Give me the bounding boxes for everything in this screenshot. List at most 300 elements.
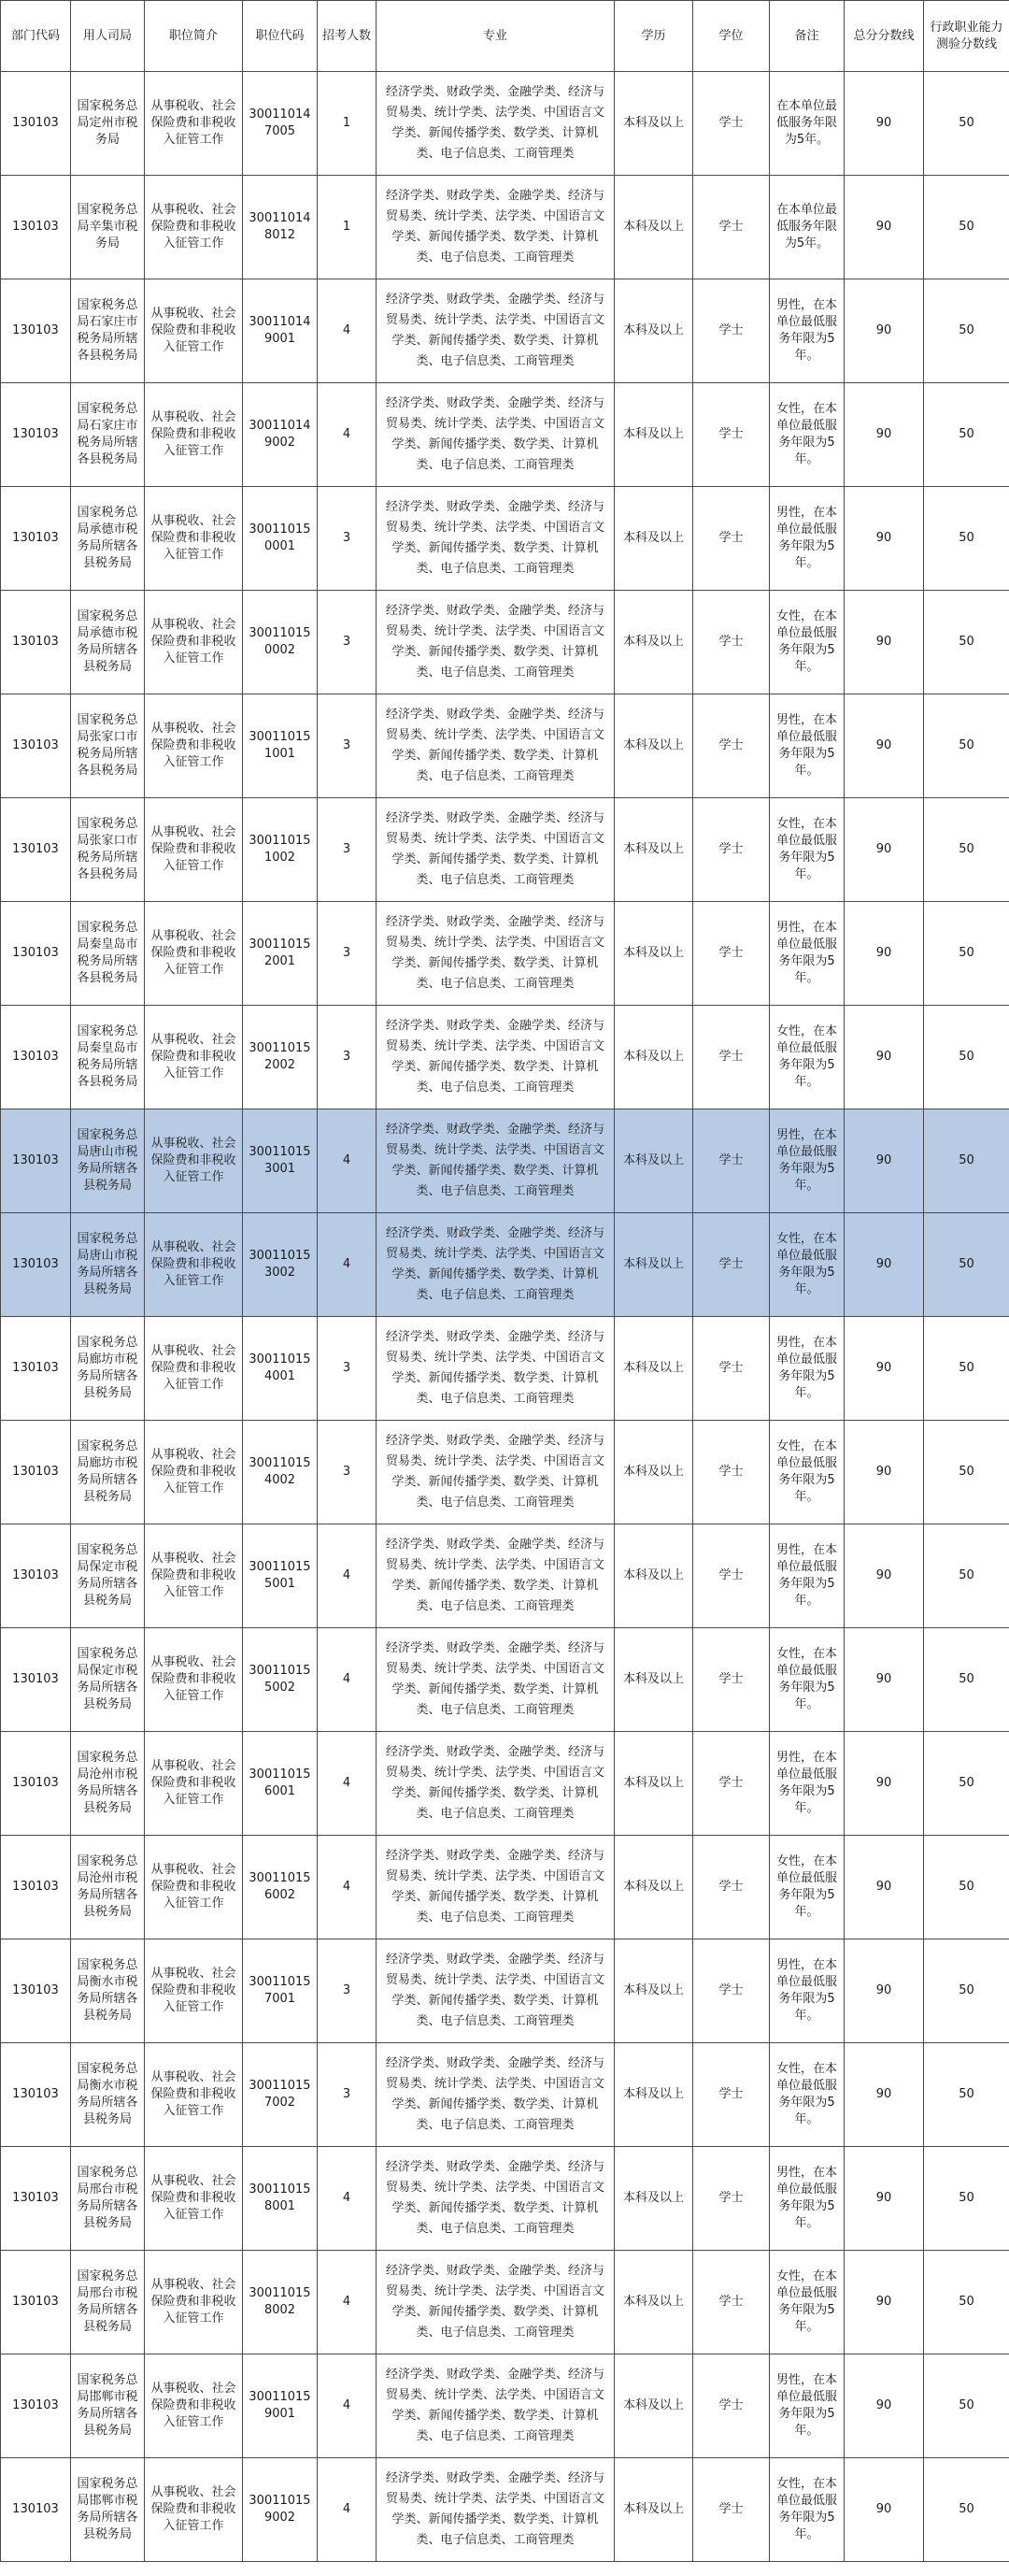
header-education: 学历 <box>615 1 693 72</box>
cell-bureau: 国家税务总局唐山市税务局所辖各县税务局 <box>71 1213 145 1317</box>
cell-major: 经济学类、财政学类、金融学类、经济与贸易类、统计学类、法学类、中国语言文学类、新闻传播学类、数学类、计算机类、电子信息类、工商管理类 <box>377 1109 615 1213</box>
cell-note: 女性，在本单位最低服务年限为5年。 <box>770 1213 845 1317</box>
cell-job-code: 300110147005 <box>243 72 318 176</box>
cell-job-desc: 从事税收、社会保险费和非税收入征管工作 <box>145 1732 243 1836</box>
cell-headcount: 3 <box>318 1006 377 1109</box>
cell-note: 男性，在本单位最低服务年限为5年。 <box>770 902 845 1006</box>
cell-dept-code: 130103 <box>1 176 71 279</box>
cell-job-desc: 从事税收、社会保险费和非税收入征管工作 <box>145 1836 243 1939</box>
cell-job-code: 300110155002 <box>243 1628 318 1732</box>
cell-note: 女性，在本单位最低服务年限为5年。 <box>770 1421 845 1524</box>
cell-total-score: 90 <box>845 279 924 383</box>
cell-education: 本科及以上 <box>615 694 693 798</box>
cell-education: 本科及以上 <box>615 1628 693 1732</box>
cell-headcount: 4 <box>318 279 377 383</box>
table-row <box>1 1109 1009 1213</box>
cell-job-code: 300110152001 <box>243 902 318 1006</box>
cell-degree: 学士 <box>693 591 770 694</box>
table-row <box>1 1836 1009 1939</box>
header-note: 备注 <box>770 1 845 72</box>
cell-total-score: 90 <box>845 1421 924 1524</box>
table-row <box>1 1421 1009 1524</box>
cell-total-score: 90 <box>845 383 924 487</box>
table-row <box>1 487 1009 591</box>
cell-education: 本科及以上 <box>615 1524 693 1628</box>
cell-dept-code: 130103 <box>1 591 71 694</box>
cell-note: 男性，在本单位最低服务年限为5年。 <box>770 1732 845 1836</box>
table-row <box>1 279 1009 383</box>
cell-major: 经济学类、财政学类、金融学类、经济与贸易类、统计学类、法学类、中国语言文学类、新闻传播学类、数学类、计算机类、电子信息类、工商管理类 <box>377 1836 615 1939</box>
cell-dept-code: 130103 <box>1 2043 71 2147</box>
cell-note: 在本单位最低服务年限为5年。 <box>770 72 845 176</box>
cell-total-score: 90 <box>845 1628 924 1732</box>
cell-job-desc: 从事税收、社会保险费和非税收入征管工作 <box>145 1939 243 2043</box>
cell-note: 男性，在本单位最低服务年限为5年。 <box>770 2147 845 2251</box>
cell-education: 本科及以上 <box>615 1317 693 1421</box>
cell-note: 女性，在本单位最低服务年限为5年。 <box>770 1628 845 1732</box>
cell-note: 男性，在本单位最低服务年限为5年。 <box>770 279 845 383</box>
cell-bureau: 国家税务总局衡水市税务局所辖各县税务局 <box>71 1939 145 2043</box>
cell-job-desc: 从事税收、社会保险费和非税收入征管工作 <box>145 798 243 902</box>
cell-major: 经济学类、财政学类、金融学类、经济与贸易类、统计学类、法学类、中国语言文学类、新闻传播学类、数学类、计算机类、电子信息类、工商管理类 <box>377 694 615 798</box>
table-row <box>1 591 1009 694</box>
cell-major: 经济学类、财政学类、金融学类、经济与贸易类、统计学类、法学类、中国语言文学类、新闻传播学类、数学类、计算机类、电子信息类、工商管理类 <box>377 1732 615 1836</box>
cell-major: 经济学类、财政学类、金融学类、经济与贸易类、统计学类、法学类、中国语言文学类、新闻传播学类、数学类、计算机类、电子信息类、工商管理类 <box>377 1524 615 1628</box>
cell-dept-code: 130103 <box>1 383 71 487</box>
cell-headcount: 3 <box>318 1421 377 1524</box>
cell-major: 经济学类、财政学类、金融学类、经济与贸易类、统计学类、法学类、中国语言文学类、新闻传播学类、数学类、计算机类、电子信息类、工商管理类 <box>377 2043 615 2147</box>
cell-job-code: 300110154002 <box>243 1421 318 1524</box>
cell-job-desc: 从事税收、社会保险费和非税收入征管工作 <box>145 176 243 279</box>
cell-headcount: 3 <box>318 1317 377 1421</box>
cell-education: 本科及以上 <box>615 176 693 279</box>
table-row <box>1 1213 1009 1317</box>
cell-dept-code: 130103 <box>1 902 71 1006</box>
cell-headcount: 3 <box>318 902 377 1006</box>
cell-job-desc: 从事税收、社会保险费和非税收入征管工作 <box>145 72 243 176</box>
cell-bureau: 国家税务总局秦皇岛市税务局所辖各县税务局 <box>71 902 145 1006</box>
cell-major: 经济学类、财政学类、金融学类、经济与贸易类、统计学类、法学类、中国语言文学类、新闻传播学类、数学类、计算机类、电子信息类、工商管理类 <box>377 2458 615 2562</box>
cell-headcount: 3 <box>318 798 377 902</box>
cell-job-desc: 从事税收、社会保险费和非税收入征管工作 <box>145 279 243 383</box>
cell-note: 女性，在本单位最低服务年限为5年。 <box>770 2043 845 2147</box>
cell-education: 本科及以上 <box>615 902 693 1006</box>
cell-note: 女性，在本单位最低服务年限为5年。 <box>770 1836 845 1939</box>
cell-total-score: 90 <box>845 798 924 902</box>
cell-degree: 学士 <box>693 2251 770 2354</box>
cell-note: 女性，在本单位最低服务年限为5年。 <box>770 2458 845 2562</box>
cell-education: 本科及以上 <box>615 2354 693 2458</box>
cell-job-code: 300110153002 <box>243 1213 318 1317</box>
cell-headcount: 4 <box>318 1732 377 1836</box>
cell-total-score: 90 <box>845 902 924 1006</box>
cell-job-code: 300110157002 <box>243 2043 318 2147</box>
cell-dept-code: 130103 <box>1 798 71 902</box>
cell-education: 本科及以上 <box>615 1421 693 1524</box>
cell-dept-code: 130103 <box>1 1836 71 1939</box>
cell-note: 男性，在本单位最低服务年限为5年。 <box>770 694 845 798</box>
cell-bureau: 国家税务总局邯郸市税务局所辖各县税务局 <box>71 2354 145 2458</box>
table-row <box>1 694 1009 798</box>
cell-dept-code: 130103 <box>1 694 71 798</box>
cell-degree: 学士 <box>693 72 770 176</box>
cell-major: 经济学类、财政学类、金融学类、经济与贸易类、统计学类、法学类、中国语言文学类、新闻传播学类、数学类、计算机类、电子信息类、工商管理类 <box>377 1317 615 1421</box>
cell-dept-code: 130103 <box>1 1213 71 1317</box>
table-row <box>1 1732 1009 1836</box>
cell-headcount: 3 <box>318 1939 377 2043</box>
cell-dept-code: 130103 <box>1 1628 71 1732</box>
cell-major: 经济学类、财政学类、金融学类、经济与贸易类、统计学类、法学类、中国语言文学类、新闻传播学类、数学类、计算机类、电子信息类、工商管理类 <box>377 902 615 1006</box>
cell-note: 女性，在本单位最低服务年限为5年。 <box>770 2251 845 2354</box>
cell-bureau: 国家税务总局沧州市税务局所辖各县税务局 <box>71 1732 145 1836</box>
cell-dept-code: 130103 <box>1 487 71 591</box>
cell-note: 男性，在本单位最低服务年限为5年。 <box>770 487 845 591</box>
cell-job-code: 300110150001 <box>243 487 318 591</box>
cell-dept-code: 130103 <box>1 2354 71 2458</box>
cell-bureau: 国家税务总局邢台市税务局所辖各县税务局 <box>71 2251 145 2354</box>
table-row <box>1 2251 1009 2354</box>
cell-dept-code: 130103 <box>1 1109 71 1213</box>
cell-education: 本科及以上 <box>615 1213 693 1317</box>
header-bureau: 用人司局 <box>71 1 145 72</box>
cell-total-score: 90 <box>845 1524 924 1628</box>
table-row <box>1 72 1009 176</box>
table-row <box>1 176 1009 279</box>
cell-dept-code: 130103 <box>1 2251 71 2354</box>
cell-headcount: 4 <box>318 2251 377 2354</box>
cell-bureau: 国家税务总局承德市税务局所辖各县税务局 <box>71 487 145 591</box>
cell-major: 经济学类、财政学类、金融学类、经济与贸易类、统计学类、法学类、中国语言文学类、新闻传播学类、数学类、计算机类、电子信息类、工商管理类 <box>377 487 615 591</box>
cell-dept-code: 130103 <box>1 1524 71 1628</box>
cell-education: 本科及以上 <box>615 2251 693 2354</box>
cell-degree: 学士 <box>693 279 770 383</box>
cell-dept-code: 130103 <box>1 279 71 383</box>
table-row <box>1 1317 1009 1421</box>
cell-total-score: 90 <box>845 591 924 694</box>
cell-major: 经济学类、财政学类、金融学类、经济与贸易类、统计学类、法学类、中国语言文学类、新闻传播学类、数学类、计算机类、电子信息类、工商管理类 <box>377 72 615 176</box>
cell-degree: 学士 <box>693 1317 770 1421</box>
cell-job-code: 300110149002 <box>243 383 318 487</box>
cell-degree: 学士 <box>693 1732 770 1836</box>
cell-bureau: 国家税务总局石家庄市税务局所辖各县税务局 <box>71 383 145 487</box>
cell-degree: 学士 <box>693 2043 770 2147</box>
cell-job-desc: 从事税收、社会保险费和非税收入征管工作 <box>145 1213 243 1317</box>
header-xingce-score: 行政职业能力测验分数线 <box>924 1 1009 72</box>
cell-xingce-score: 50 <box>924 2458 1009 2562</box>
cell-job-desc: 从事税收、社会保险费和非税收入征管工作 <box>145 1628 243 1732</box>
cell-job-code: 300110151002 <box>243 798 318 902</box>
cell-note: 男性，在本单位最低服务年限为5年。 <box>770 1524 845 1628</box>
cell-total-score: 90 <box>845 1213 924 1317</box>
cell-education: 本科及以上 <box>615 591 693 694</box>
cell-xingce-score: 50 <box>924 1836 1009 1939</box>
cell-xingce-score: 50 <box>924 1006 1009 1109</box>
cell-degree: 学士 <box>693 902 770 1006</box>
table-row <box>1 383 1009 487</box>
cell-bureau: 国家税务总局廊坊市税务局所辖各县税务局 <box>71 1421 145 1524</box>
cell-note: 在本单位最低服务年限为5年。 <box>770 176 845 279</box>
cell-bureau: 国家税务总局邯郸市税务局所辖各县税务局 <box>71 2458 145 2562</box>
cell-job-desc: 从事税收、社会保险费和非税收入征管工作 <box>145 591 243 694</box>
cell-headcount: 3 <box>318 694 377 798</box>
cell-headcount: 4 <box>318 383 377 487</box>
cell-dept-code: 130103 <box>1 1006 71 1109</box>
cell-degree: 学士 <box>693 176 770 279</box>
cell-dept-code: 130103 <box>1 1939 71 2043</box>
table-row <box>1 2458 1009 2562</box>
cell-bureau: 国家税务总局承德市税务局所辖各县税务局 <box>71 591 145 694</box>
cell-xingce-score: 50 <box>924 694 1009 798</box>
cell-bureau: 国家税务总局廊坊市税务局所辖各县税务局 <box>71 1317 145 1421</box>
cell-total-score: 90 <box>845 176 924 279</box>
cell-job-code: 300110151001 <box>243 694 318 798</box>
cell-note: 女性，在本单位最低服务年限为5年。 <box>770 798 845 902</box>
cell-degree: 学士 <box>693 2354 770 2458</box>
cell-major: 经济学类、财政学类、金融学类、经济与贸易类、统计学类、法学类、中国语言文学类、新闻传播学类、数学类、计算机类、电子信息类、工商管理类 <box>377 2147 615 2251</box>
table-row <box>1 1628 1009 1732</box>
cell-dept-code: 130103 <box>1 1317 71 1421</box>
cell-xingce-score: 50 <box>924 1317 1009 1421</box>
cell-major: 经济学类、财政学类、金融学类、经济与贸易类、统计学类、法学类、中国语言文学类、新闻传播学类、数学类、计算机类、电子信息类、工商管理类 <box>377 279 615 383</box>
cell-dept-code: 130103 <box>1 1732 71 1836</box>
cell-job-desc: 从事税收、社会保险费和非税收入征管工作 <box>145 1524 243 1628</box>
cell-xingce-score: 50 <box>924 1939 1009 2043</box>
cell-job-desc: 从事税收、社会保险费和非税收入征管工作 <box>145 1317 243 1421</box>
cell-xingce-score: 50 <box>924 72 1009 176</box>
cell-headcount: 4 <box>318 1213 377 1317</box>
cell-education: 本科及以上 <box>615 279 693 383</box>
cell-job-code: 300110156001 <box>243 1732 318 1836</box>
cell-xingce-score: 50 <box>924 591 1009 694</box>
cell-job-code: 300110154001 <box>243 1317 318 1421</box>
cell-job-desc: 从事税收、社会保险费和非税收入征管工作 <box>145 383 243 487</box>
cell-headcount: 3 <box>318 487 377 591</box>
cell-total-score: 90 <box>845 2043 924 2147</box>
cell-bureau: 国家税务总局定州市税务局 <box>71 72 145 176</box>
cell-major: 经济学类、财政学类、金融学类、经济与贸易类、统计学类、法学类、中国语言文学类、新闻传播学类、数学类、计算机类、电子信息类、工商管理类 <box>377 2354 615 2458</box>
cell-major: 经济学类、财政学类、金融学类、经济与贸易类、统计学类、法学类、中国语言文学类、新闻传播学类、数学类、计算机类、电子信息类、工商管理类 <box>377 1213 615 1317</box>
cell-total-score: 90 <box>845 1939 924 2043</box>
cell-headcount: 4 <box>318 2147 377 2251</box>
cell-degree: 学士 <box>693 694 770 798</box>
cell-education: 本科及以上 <box>615 2043 693 2147</box>
table-row <box>1 2043 1009 2147</box>
cell-dept-code: 130103 <box>1 72 71 176</box>
cell-dept-code: 130103 <box>1 1421 71 1524</box>
cell-headcount: 4 <box>318 1524 377 1628</box>
cell-education: 本科及以上 <box>615 1836 693 1939</box>
cell-job-desc: 从事税收、社会保险费和非税收入征管工作 <box>145 1109 243 1213</box>
cell-degree: 学士 <box>693 487 770 591</box>
cell-bureau: 国家税务总局保定市税务局所辖各县税务局 <box>71 1524 145 1628</box>
cell-education: 本科及以上 <box>615 1939 693 2043</box>
cell-note: 男性，在本单位最低服务年限为5年。 <box>770 1109 845 1213</box>
cell-job-code: 300110150002 <box>243 591 318 694</box>
cell-degree: 学士 <box>693 1939 770 2043</box>
cell-job-desc: 从事税收、社会保险费和非税收入征管工作 <box>145 694 243 798</box>
cell-total-score: 90 <box>845 1836 924 1939</box>
cell-job-code: 300110149001 <box>243 279 318 383</box>
header-headcount: 招考人数 <box>318 1 377 72</box>
cell-headcount: 3 <box>318 591 377 694</box>
cell-xingce-score: 50 <box>924 487 1009 591</box>
cell-degree: 学士 <box>693 1836 770 1939</box>
cell-total-score: 90 <box>845 1109 924 1213</box>
cell-headcount: 4 <box>318 1109 377 1213</box>
cell-bureau: 国家税务总局辛集市税务局 <box>71 176 145 279</box>
cell-major: 经济学类、财政学类、金融学类、经济与贸易类、统计学类、法学类、中国语言文学类、新闻传播学类、数学类、计算机类、电子信息类、工商管理类 <box>377 1421 615 1524</box>
cell-xingce-score: 50 <box>924 2251 1009 2354</box>
cell-note: 男性，在本单位最低服务年限为5年。 <box>770 2354 845 2458</box>
cell-degree: 学士 <box>693 1628 770 1732</box>
cell-headcount: 4 <box>318 2458 377 2562</box>
cell-note: 男性，在本单位最低服务年限为5年。 <box>770 1939 845 2043</box>
cell-total-score: 90 <box>845 2354 924 2458</box>
header-major: 专业 <box>377 1 615 72</box>
cell-xingce-score: 50 <box>924 2354 1009 2458</box>
cell-major: 经济学类、财政学类、金融学类、经济与贸易类、统计学类、法学类、中国语言文学类、新闻传播学类、数学类、计算机类、电子信息类、工商管理类 <box>377 1628 615 1732</box>
cell-major: 经济学类、财政学类、金融学类、经济与贸易类、统计学类、法学类、中国语言文学类、新闻传播学类、数学类、计算机类、电子信息类、工商管理类 <box>377 2251 615 2354</box>
cell-xingce-score: 50 <box>924 1213 1009 1317</box>
table-row <box>1 2354 1009 2458</box>
cell-xingce-score: 50 <box>924 1628 1009 1732</box>
cell-total-score: 90 <box>845 2251 924 2354</box>
cell-xingce-score: 50 <box>924 176 1009 279</box>
cell-job-code: 300110155001 <box>243 1524 318 1628</box>
cell-education: 本科及以上 <box>615 1732 693 1836</box>
cell-total-score: 90 <box>845 1006 924 1109</box>
cell-total-score: 90 <box>845 694 924 798</box>
cell-xingce-score: 50 <box>924 1421 1009 1524</box>
table-row <box>1 1939 1009 2043</box>
cell-education: 本科及以上 <box>615 487 693 591</box>
table-body <box>1 72 1009 2562</box>
header-total-score: 总分分数线 <box>845 1 924 72</box>
cell-degree: 学士 <box>693 1006 770 1109</box>
cell-bureau: 国家税务总局保定市税务局所辖各县税务局 <box>71 1628 145 1732</box>
cell-bureau: 国家税务总局石家庄市税务局所辖各县税务局 <box>71 279 145 383</box>
cell-note: 男性，在本单位最低服务年限为5年。 <box>770 1317 845 1421</box>
cell-job-desc: 从事税收、社会保险费和非税收入征管工作 <box>145 2251 243 2354</box>
cell-headcount: 4 <box>318 1836 377 1939</box>
cell-job-code: 300110152002 <box>243 1006 318 1109</box>
cell-job-desc: 从事税收、社会保险费和非税收入征管工作 <box>145 2458 243 2562</box>
cell-bureau: 国家税务总局沧州市税务局所辖各县税务局 <box>71 1836 145 1939</box>
cell-note: 女性，在本单位最低服务年限为5年。 <box>770 383 845 487</box>
cell-major: 经济学类、财政学类、金融学类、经济与贸易类、统计学类、法学类、中国语言文学类、新闻传播学类、数学类、计算机类、电子信息类、工商管理类 <box>377 798 615 902</box>
cell-total-score: 90 <box>845 1317 924 1421</box>
cell-degree: 学士 <box>693 1109 770 1213</box>
cell-headcount: 4 <box>318 1628 377 1732</box>
cell-job-desc: 从事税收、社会保险费和非税收入征管工作 <box>145 2354 243 2458</box>
cell-job-desc: 从事税收、社会保险费和非税收入征管工作 <box>145 2043 243 2147</box>
cell-dept-code: 130103 <box>1 2458 71 2562</box>
cell-job-code: 300110157001 <box>243 1939 318 2043</box>
cell-headcount: 3 <box>318 2043 377 2147</box>
cell-bureau: 国家税务总局张家口市税务局所辖各县税务局 <box>71 694 145 798</box>
header-degree: 学位 <box>693 1 770 72</box>
table-row <box>1 902 1009 1006</box>
cell-degree: 学士 <box>693 798 770 902</box>
cell-xingce-score: 50 <box>924 279 1009 383</box>
header-job-code: 职位代码 <box>243 1 318 72</box>
table-row <box>1 798 1009 902</box>
cell-education: 本科及以上 <box>615 2147 693 2251</box>
cell-job-code: 300110158002 <box>243 2251 318 2354</box>
cell-education: 本科及以上 <box>615 383 693 487</box>
cell-xingce-score: 50 <box>924 1524 1009 1628</box>
cell-major: 经济学类、财政学类、金融学类、经济与贸易类、统计学类、法学类、中国语言文学类、新闻传播学类、数学类、计算机类、电子信息类、工商管理类 <box>377 591 615 694</box>
cell-education: 本科及以上 <box>615 1006 693 1109</box>
cell-degree: 学士 <box>693 383 770 487</box>
cell-degree: 学士 <box>693 2147 770 2251</box>
cell-dept-code: 130103 <box>1 2147 71 2251</box>
header-dept-code: 部门代码 <box>1 1 71 72</box>
cell-job-desc: 从事税收、社会保险费和非税收入征管工作 <box>145 1421 243 1524</box>
cell-xingce-score: 50 <box>924 1109 1009 1213</box>
cell-bureau: 国家税务总局唐山市税务局所辖各县税务局 <box>71 1109 145 1213</box>
cell-note: 女性，在本单位最低服务年限为5年。 <box>770 591 845 694</box>
table-row <box>1 1006 1009 1109</box>
table-row <box>1 2147 1009 2251</box>
cell-xingce-score: 50 <box>924 902 1009 1006</box>
cell-note: 女性，在本单位最低服务年限为5年。 <box>770 1006 845 1109</box>
cell-education: 本科及以上 <box>615 72 693 176</box>
cell-total-score: 90 <box>845 72 924 176</box>
cell-xingce-score: 50 <box>924 2043 1009 2147</box>
cell-total-score: 90 <box>845 1732 924 1836</box>
cell-major: 经济学类、财政学类、金融学类、经济与贸易类、统计学类、法学类、中国语言文学类、新闻传播学类、数学类、计算机类、电子信息类、工商管理类 <box>377 383 615 487</box>
cell-education: 本科及以上 <box>615 1109 693 1213</box>
cell-headcount: 1 <box>318 72 377 176</box>
cell-job-desc: 从事税收、社会保险费和非税收入征管工作 <box>145 2147 243 2251</box>
cell-bureau: 国家税务总局衡水市税务局所辖各县税务局 <box>71 2043 145 2147</box>
cell-degree: 学士 <box>693 2458 770 2562</box>
cell-job-code: 300110159001 <box>243 2354 318 2458</box>
cell-job-code: 300110158001 <box>243 2147 318 2251</box>
cell-education: 本科及以上 <box>615 2458 693 2562</box>
cell-degree: 学士 <box>693 1213 770 1317</box>
header-job-desc: 职位简介 <box>145 1 243 72</box>
cell-job-code: 300110153001 <box>243 1109 318 1213</box>
cell-xingce-score: 50 <box>924 2147 1009 2251</box>
table-row <box>1 1524 1009 1628</box>
cell-xingce-score: 50 <box>924 798 1009 902</box>
cell-headcount: 4 <box>318 2354 377 2458</box>
cell-degree: 学士 <box>693 1421 770 1524</box>
cell-xingce-score: 50 <box>924 383 1009 487</box>
cell-total-score: 90 <box>845 2147 924 2251</box>
cell-bureau: 国家税务总局秦皇岛市税务局所辖各县税务局 <box>71 1006 145 1109</box>
cell-job-code: 300110156002 <box>243 1836 318 1939</box>
cell-education: 本科及以上 <box>615 798 693 902</box>
cell-total-score: 90 <box>845 487 924 591</box>
cell-job-code: 300110159002 <box>243 2458 318 2562</box>
cell-job-code: 300110148012 <box>243 176 318 279</box>
cell-job-desc: 从事税收、社会保险费和非税收入征管工作 <box>145 1006 243 1109</box>
cell-major: 经济学类、财政学类、金融学类、经济与贸易类、统计学类、法学类、中国语言文学类、新闻传播学类、数学类、计算机类、电子信息类、工商管理类 <box>377 176 615 279</box>
cell-job-desc: 从事税收、社会保险费和非税收入征管工作 <box>145 487 243 591</box>
cell-headcount: 1 <box>318 176 377 279</box>
cell-job-desc: 从事税收、社会保险费和非税收入征管工作 <box>145 902 243 1006</box>
cell-degree: 学士 <box>693 1524 770 1628</box>
cell-major: 经济学类、财政学类、金融学类、经济与贸易类、统计学类、法学类、中国语言文学类、新闻传播学类、数学类、计算机类、电子信息类、工商管理类 <box>377 1006 615 1109</box>
cell-total-score: 90 <box>845 2458 924 2562</box>
cell-bureau: 国家税务总局张家口市税务局所辖各县税务局 <box>71 798 145 902</box>
cell-xingce-score: 50 <box>924 1732 1009 1836</box>
cell-bureau: 国家税务总局邢台市税务局所辖各县税务局 <box>71 2147 145 2251</box>
header-row <box>1 1 1009 72</box>
